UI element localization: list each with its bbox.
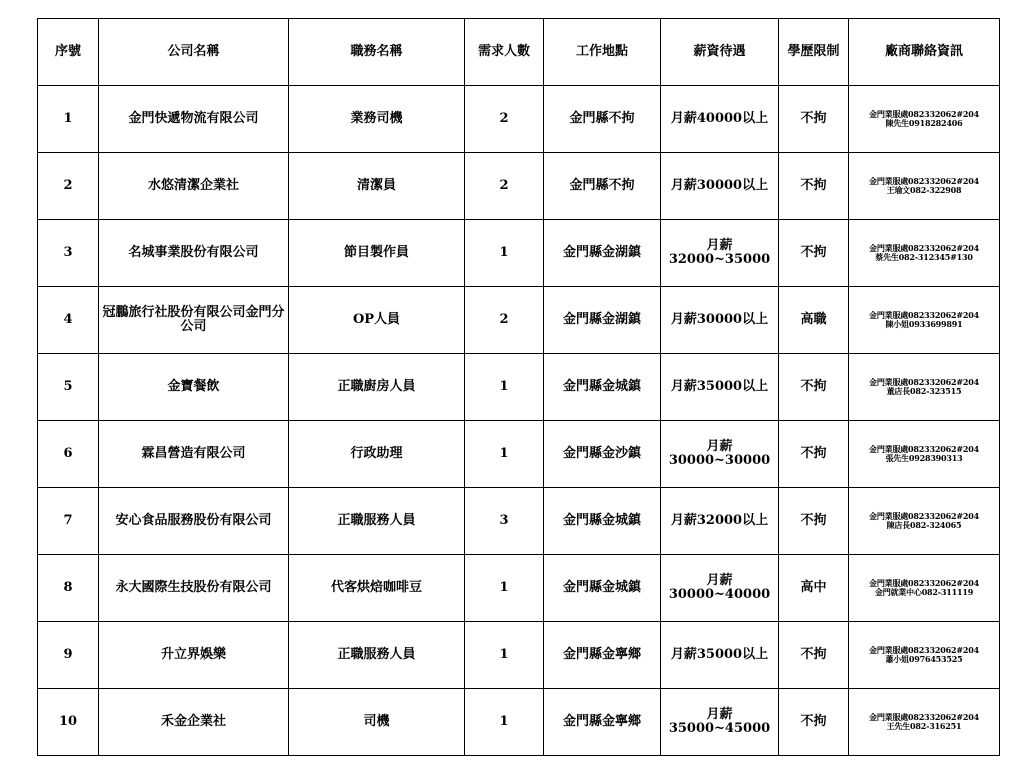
row-job: OP人員 (289, 287, 465, 354)
table-row (38, 153, 1000, 220)
row-education: 不拘 (779, 153, 849, 220)
header-job: 職務名稱 (289, 19, 465, 86)
header-company: 公司名稱 (99, 19, 289, 86)
row-contact (849, 354, 1000, 421)
row-company: 名城事業股份有限公司 (99, 220, 289, 287)
row-contact (849, 86, 1000, 153)
row-salary: 月薪35000以上 (661, 622, 779, 689)
row-education: 不拘 (779, 421, 849, 488)
row-no: 8 (38, 555, 99, 622)
row-count: 3 (465, 488, 544, 555)
row-education: 不拘 (779, 488, 849, 555)
row-contact (849, 622, 1000, 689)
row-job: 正職服務人員 (289, 488, 465, 555)
row-contact (849, 287, 1000, 354)
row-company: 金寶餐飲 (99, 354, 289, 421)
table-row (38, 555, 1000, 622)
table-header-row (38, 19, 1000, 86)
row-education: 不拘 (779, 86, 849, 153)
row-contact (849, 555, 1000, 622)
row-count: 1 (465, 555, 544, 622)
row-contact (849, 488, 1000, 555)
header-contact: 廠商聯絡資訊 (849, 19, 1000, 86)
row-job: 正職服務人員 (289, 622, 465, 689)
row-job: 行政助理 (289, 421, 465, 488)
row-company: 水悠清潔企業社 (99, 153, 289, 220)
table-row (38, 86, 1000, 153)
row-company: 霖昌營造有限公司 (99, 421, 289, 488)
row-count: 1 (465, 622, 544, 689)
row-location: 金門縣金湖鎮 (544, 220, 661, 287)
row-count: 1 (465, 220, 544, 287)
row-salary: 月薪30000以上 (661, 153, 779, 220)
contact-office: 金門業服處082332062#204 (869, 109, 979, 119)
header-location: 工作地點 (544, 19, 661, 86)
contact-office: 金門業服處082332062#204 (869, 511, 979, 521)
row-location: 金門縣金湖鎮 (544, 287, 661, 354)
row-location: 金門縣金寧鄉 (544, 622, 661, 689)
row-company: 升立界娛樂 (99, 622, 289, 689)
contact-office: 金門業服處082332062#204 (869, 712, 979, 722)
row-company: 金門快遞物流有限公司 (99, 86, 289, 153)
row-location: 金門縣金寧鄉 (544, 689, 661, 756)
contact-person: 金門就業中心082-311119 (874, 587, 974, 597)
contact-person: 陳小姐0933699891 (885, 319, 963, 329)
contact-office: 金門業服處082332062#204 (869, 310, 979, 320)
row-no: 3 (38, 220, 99, 287)
contact-office: 金門業服處082332062#204 (869, 243, 979, 253)
row-company: 安心食品服務股份有限公司 (99, 488, 289, 555)
row-location: 金門縣金城鎮 (544, 555, 661, 622)
row-count: 1 (465, 689, 544, 756)
header-count: 需求人數 (465, 19, 544, 86)
row-salary: 月薪32000~35000 (661, 220, 779, 287)
contact-office: 金門業服處082332062#204 (869, 578, 979, 588)
table-row (38, 622, 1000, 689)
row-location: 金門縣金城鎮 (544, 488, 661, 555)
row-education: 高職 (779, 287, 849, 354)
row-no: 6 (38, 421, 99, 488)
row-contact (849, 689, 1000, 756)
contact-person: 陳先生0918282406 (885, 118, 963, 128)
row-education: 高中 (779, 555, 849, 622)
row-education: 不拘 (779, 354, 849, 421)
row-company: 冠鵬旅行社股份有限公司金門分公司 (99, 287, 289, 354)
row-no: 1 (38, 86, 99, 153)
table-row (38, 488, 1000, 555)
row-location: 金門縣不拘 (544, 153, 661, 220)
contact-person: 蔡先生082-312345#130 (875, 252, 973, 262)
row-contact (849, 421, 1000, 488)
header-no: 序號 (38, 19, 99, 86)
contact-person: 張先生0928390313 (885, 453, 963, 463)
row-location: 金門縣金城鎮 (544, 354, 661, 421)
row-location: 金門縣不拘 (544, 86, 661, 153)
row-salary: 月薪35000以上 (661, 354, 779, 421)
contact-person: 王先生082-316251 (886, 721, 962, 731)
table-row (38, 689, 1000, 756)
row-no: 2 (38, 153, 99, 220)
contact-office: 金門業服處082332062#204 (869, 645, 979, 655)
row-salary: 月薪32000以上 (661, 488, 779, 555)
row-count: 1 (465, 354, 544, 421)
contact-office: 金門業服處082332062#204 (869, 176, 979, 186)
table-row (38, 287, 1000, 354)
row-contact (849, 153, 1000, 220)
row-company: 永大國際生技股份有限公司 (99, 555, 289, 622)
row-contact (849, 220, 1000, 287)
row-job: 業務司機 (289, 86, 465, 153)
row-company: 禾金企業社 (99, 689, 289, 756)
contact-person: 董店長082-323515 (886, 386, 962, 396)
row-no: 7 (38, 488, 99, 555)
row-no: 5 (38, 354, 99, 421)
row-salary: 月薪35000~45000 (661, 689, 779, 756)
row-count: 2 (465, 86, 544, 153)
row-no: 4 (38, 287, 99, 354)
row-count: 1 (465, 421, 544, 488)
row-education: 不拘 (779, 689, 849, 756)
header-salary: 薪資待遇 (661, 19, 779, 86)
row-salary: 月薪30000~30000 (661, 421, 779, 488)
table-row (38, 220, 1000, 287)
row-no: 9 (38, 622, 99, 689)
job-listing-table (37, 18, 1000, 756)
row-job: 節目製作員 (289, 220, 465, 287)
row-job: 清潔員 (289, 153, 465, 220)
table-row (38, 354, 1000, 421)
row-salary: 月薪30000以上 (661, 287, 779, 354)
contact-person: 王瑜文082-322908 (886, 185, 962, 195)
row-count: 2 (465, 287, 544, 354)
contact-person: 蕭小姐0976453525 (885, 654, 963, 664)
row-education: 不拘 (779, 220, 849, 287)
contact-office: 金門業服處082332062#204 (869, 444, 979, 454)
table-row (38, 421, 1000, 488)
row-job: 司機 (289, 689, 465, 756)
row-location: 金門縣金沙鎮 (544, 421, 661, 488)
row-salary: 月薪40000以上 (661, 86, 779, 153)
row-count: 2 (465, 153, 544, 220)
row-no: 10 (38, 689, 99, 756)
contact-person: 陳店長082-324065 (886, 520, 962, 530)
row-job: 代客烘焙咖啡豆 (289, 555, 465, 622)
row-salary: 月薪30000~40000 (661, 555, 779, 622)
contact-office: 金門業服處082332062#204 (869, 377, 979, 387)
row-education: 不拘 (779, 622, 849, 689)
header-education: 學歷限制 (779, 19, 849, 86)
row-job: 正職廚房人員 (289, 354, 465, 421)
